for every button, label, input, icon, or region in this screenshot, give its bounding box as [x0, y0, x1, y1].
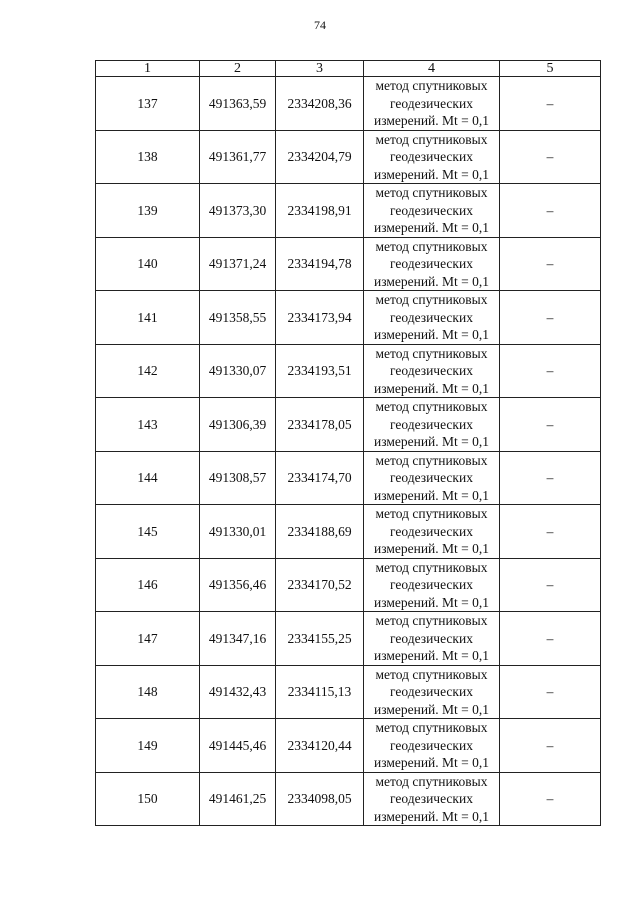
- table-row: [96, 398, 601, 452]
- method-text-line: геодезических: [390, 416, 473, 432]
- table-row: [96, 772, 601, 826]
- y-coordinate-cell: 2334194,78: [276, 237, 364, 291]
- point-number-cell: 143: [96, 398, 200, 452]
- method-text-line: метод спутниковых: [375, 559, 488, 575]
- x-coordinate-cell: 491461,25: [200, 772, 276, 826]
- note-cell: –: [500, 451, 601, 505]
- method-cell: [364, 612, 500, 666]
- y-coordinate-cell: 2334115,13: [276, 665, 364, 719]
- method-cell: [364, 398, 500, 452]
- note-cell: –: [500, 184, 601, 238]
- method-text-line: измерений. Mt = 0,1: [373, 273, 490, 289]
- method-text-line: геодезических: [390, 523, 473, 539]
- method-cell: [364, 291, 500, 345]
- x-coordinate-cell: 491445,46: [200, 719, 276, 773]
- method-text-line: геодезических: [390, 202, 473, 218]
- method-text-line: измерений. Mt = 0,1: [373, 327, 490, 342]
- note-cell: –: [500, 719, 601, 773]
- coordinates-table: [95, 60, 601, 826]
- method-text-line: геодезических: [390, 470, 473, 485]
- note-cell: –: [500, 772, 601, 826]
- note-cell: –: [500, 558, 601, 612]
- y-coordinate-cell: 2334170,52: [276, 558, 364, 612]
- method-text-line: геодезических: [390, 791, 473, 806]
- method-text-line: метод спутниковых: [375, 238, 488, 254]
- x-coordinate-cell: 491347,16: [200, 612, 276, 666]
- method-text-line: измерений. Mt = 0,1: [373, 648, 490, 663]
- method-text-line: измерений. Mt = 0,1: [373, 166, 490, 182]
- method-text-line: метод спутниковых: [375, 720, 488, 735]
- header-col-4: 4: [364, 61, 500, 77]
- y-coordinate-cell: 2334204,79: [276, 130, 364, 184]
- method-text-line: метод спутниковых: [375, 399, 488, 414]
- table-row: [96, 451, 601, 505]
- x-coordinate-cell: 491306,39: [200, 398, 276, 452]
- method-text-line: метод спутниковых: [375, 773, 488, 789]
- method-text-line: геодезических: [390, 363, 473, 378]
- point-number-cell: 138: [96, 130, 200, 184]
- method-text-line: измерений. Mt = 0,1: [373, 701, 490, 717]
- point-number-cell: 140: [96, 237, 200, 291]
- method-text-line: измерений. Mt = 0,1: [373, 113, 490, 128]
- table-row: [96, 344, 601, 398]
- note-cell: –: [500, 612, 601, 666]
- point-number-cell: 145: [96, 505, 200, 559]
- point-number-cell: 150: [96, 772, 200, 826]
- header-col-5: 5: [500, 61, 601, 77]
- point-number-cell: 142: [96, 344, 200, 398]
- x-coordinate-cell: 491356,46: [200, 558, 276, 612]
- x-coordinate-cell: 491358,55: [200, 291, 276, 345]
- point-number-cell: 141: [96, 291, 200, 345]
- x-coordinate-cell: 491363,59: [200, 77, 276, 131]
- method-text-line: метод спутниковых: [375, 452, 488, 468]
- point-number-cell: 144: [96, 451, 200, 505]
- point-number-cell: 146: [96, 558, 200, 612]
- x-coordinate-cell: 491371,24: [200, 237, 276, 291]
- method-cell: [364, 451, 500, 505]
- y-coordinate-cell: 2334198,91: [276, 184, 364, 238]
- table-row: [96, 558, 601, 612]
- method-text-line: измерений. Mt = 0,1: [373, 755, 490, 770]
- header-col-1: 1: [96, 61, 200, 77]
- note-cell: –: [500, 665, 601, 719]
- x-coordinate-cell: 491330,07: [200, 344, 276, 398]
- header-row: [96, 61, 601, 77]
- method-text-line: геодезических: [390, 256, 473, 271]
- point-number-cell: 149: [96, 719, 200, 773]
- method-text-line: измерений. Mt = 0,1: [373, 541, 490, 556]
- method-text-line: метод спутниковых: [375, 185, 488, 200]
- point-number-cell: 137: [96, 77, 200, 131]
- page-number: 74: [314, 18, 326, 32]
- method-text-line: измерений. Mt = 0,1: [373, 808, 490, 824]
- method-text-line: метод спутниковых: [375, 506, 488, 521]
- y-coordinate-cell: 2334178,05: [276, 398, 364, 452]
- method-cell: [364, 665, 500, 719]
- table-row: [96, 291, 601, 345]
- method-text-line: геодезических: [390, 95, 473, 111]
- y-coordinate-cell: 2334208,36: [276, 77, 364, 131]
- note-cell: –: [500, 398, 601, 452]
- method-cell: [364, 505, 500, 559]
- method-cell: [364, 184, 500, 238]
- method-cell: [364, 719, 500, 773]
- table-row: [96, 237, 601, 291]
- y-coordinate-cell: 2334174,70: [276, 451, 364, 505]
- method-text-line: метод спутниковых: [375, 666, 488, 682]
- y-coordinate-cell: 2334155,25: [276, 612, 364, 666]
- table-row: [96, 665, 601, 719]
- method-text-line: измерений. Mt = 0,1: [373, 487, 490, 503]
- x-coordinate-cell: 491308,57: [200, 451, 276, 505]
- method-text-line: геодезических: [390, 149, 473, 164]
- table-row: [96, 77, 601, 131]
- header-col-3: 3: [276, 61, 364, 77]
- x-coordinate-cell: 491373,30: [200, 184, 276, 238]
- table-body: [96, 77, 601, 826]
- method-text-line: метод спутниковых: [375, 78, 488, 93]
- y-coordinate-cell: 2334120,44: [276, 719, 364, 773]
- method-text-line: измерений. Mt = 0,1: [373, 220, 490, 235]
- method-text-line: метод спутниковых: [375, 292, 488, 307]
- method-cell: [364, 237, 500, 291]
- method-cell: [364, 77, 500, 131]
- method-text-line: измерений. Mt = 0,1: [373, 380, 490, 396]
- method-text-line: геодезических: [390, 737, 473, 753]
- method-text-line: геодезических: [390, 630, 473, 646]
- method-cell: [364, 344, 500, 398]
- table-header: [96, 61, 601, 77]
- method-cell: [364, 558, 500, 612]
- x-coordinate-cell: 491361,77: [200, 130, 276, 184]
- note-cell: –: [500, 77, 601, 131]
- y-coordinate-cell: 2334098,05: [276, 772, 364, 826]
- table-row: [96, 130, 601, 184]
- method-text-line: геодезических: [390, 684, 473, 699]
- y-coordinate-cell: 2334188,69: [276, 505, 364, 559]
- method-text-line: метод спутниковых: [375, 613, 488, 628]
- note-cell: –: [500, 344, 601, 398]
- x-coordinate-cell: 491432,43: [200, 665, 276, 719]
- point-number-cell: 148: [96, 665, 200, 719]
- x-coordinate-cell: 491330,01: [200, 505, 276, 559]
- table-row: [96, 505, 601, 559]
- method-text-line: измерений. Mt = 0,1: [373, 434, 490, 449]
- method-text-line: метод спутниковых: [375, 345, 488, 361]
- method-text-line: геодезических: [390, 309, 473, 325]
- point-number-cell: 147: [96, 612, 200, 666]
- note-cell: –: [500, 291, 601, 345]
- table-row: [96, 612, 601, 666]
- method-text-line: метод спутниковых: [375, 131, 488, 147]
- note-cell: –: [500, 237, 601, 291]
- method-text-line: геодезических: [390, 577, 473, 592]
- point-number-cell: 139: [96, 184, 200, 238]
- method-cell: [364, 130, 500, 184]
- note-cell: –: [500, 130, 601, 184]
- note-cell: –: [500, 505, 601, 559]
- y-coordinate-cell: 2334193,51: [276, 344, 364, 398]
- method-text-line: измерений. Mt = 0,1: [373, 594, 490, 610]
- header-col-2: 2: [200, 61, 276, 77]
- table-row: [96, 719, 601, 773]
- method-cell: [364, 772, 500, 826]
- table-row: [96, 184, 601, 238]
- y-coordinate-cell: 2334173,94: [276, 291, 364, 345]
